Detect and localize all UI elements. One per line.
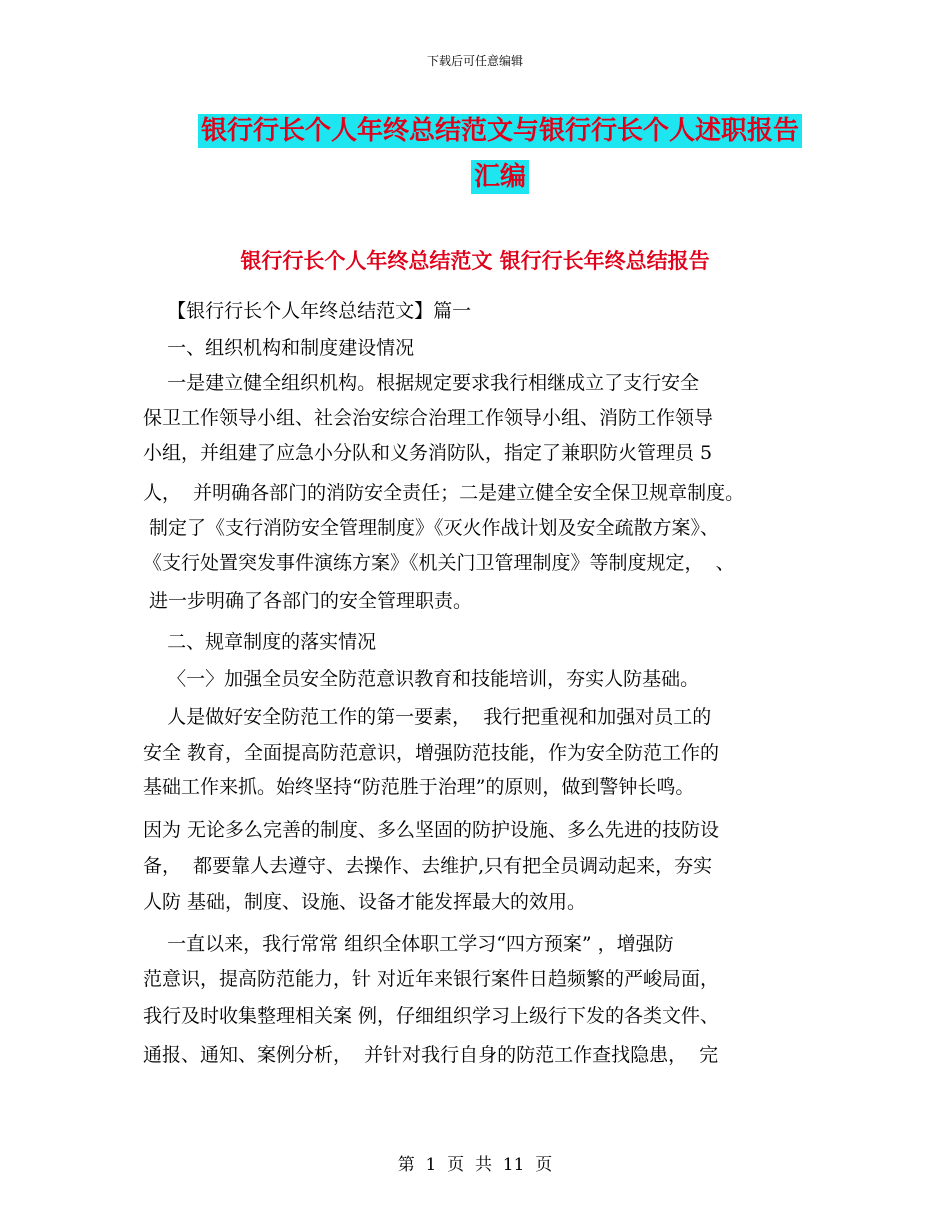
body-line: 我行及时收集整理相关案 例，仔细组织学习上级行下发的各类文件、: [143, 1005, 720, 1027]
body-line: 〈一〉加强全员安全防范意识教育和技能培训，夯实人防基础。: [143, 668, 700, 690]
body-line: 人， 并明确各部门的消防安全责任；二是建立健全安全保卫规章制度。: [143, 482, 745, 504]
body-line: 保卫工作领导小组、社会治安综合治理工作领导小组、消防工作领导: [143, 407, 714, 429]
body-line: 《支行处置突发事件演练方案》《机关门卫管理制度》等制度规定， 、: [143, 552, 735, 574]
body-line: 备， 都要靠人去遵守、去操作、去维护,只有把全员调动起来，夯实: [143, 855, 713, 877]
body-line: 小组，并组建了应急小分队和义务消防队，指定了兼职防火管理员 5: [143, 442, 713, 464]
body-line: 二、规章制度的落实情况: [143, 631, 377, 653]
body-line: 【银行行长个人年终总结范文】篇一: [143, 300, 472, 322]
page-header-note: 下载后可任意编辑: [426, 54, 523, 68]
body-line: 因为 无论多么完善的制度、多么坚固的防护设施、多么先进的技防设: [143, 819, 720, 841]
body-line: 范意识，提高防范能力，针 对近年来银行案件日趋频繁的严峻局面，: [143, 968, 720, 990]
page-number-footer: 第 1 页 共 11 页: [397, 1155, 553, 1175]
body-line: 安全 教育，全面提高防范意识，增强防范技能，作为安全防范工作的: [143, 742, 720, 764]
body-line: 一、组织机构和制度建设情况: [143, 337, 415, 359]
body-line: 基础工作来抓。始终坚持“防范胜于治理”的原则，做到警钟长鸣。: [143, 776, 695, 798]
document-title-line-1: 银行行长个人年终总结范文与银行行长个人述职报告: [198, 114, 802, 148]
body-line: 人是做好安全防范工作的第一要素， 我行把重视和加强对员工的: [143, 706, 712, 728]
body-line: 进一步明确了各部门的安全管理职责。: [143, 590, 473, 612]
section-title: 银行行长个人年终总结范文 银行行长年终总结报告: [240, 249, 710, 273]
body-line: 制定了《支行消防安全管理制度》《灭火作战计划及安全疏散方案》、: [143, 517, 720, 539]
body-line: 人防 基础，制度、设施、设备才能发挥最大的效用。: [143, 891, 587, 913]
body-line: 通报、通知、案例分析， 并针对我行自身的防范工作查找隐患， 完: [143, 1044, 719, 1066]
document-title: [190, 108, 810, 200]
body-line: 一直以来，我行常常 组织全体职工学习“四方预案” ，增强防: [143, 933, 674, 955]
body-line: 一是建立健全组织机构。根据规定要求我行相继成立了支行安全: [143, 372, 700, 394]
document-title-line-2: 汇编: [471, 160, 529, 194]
